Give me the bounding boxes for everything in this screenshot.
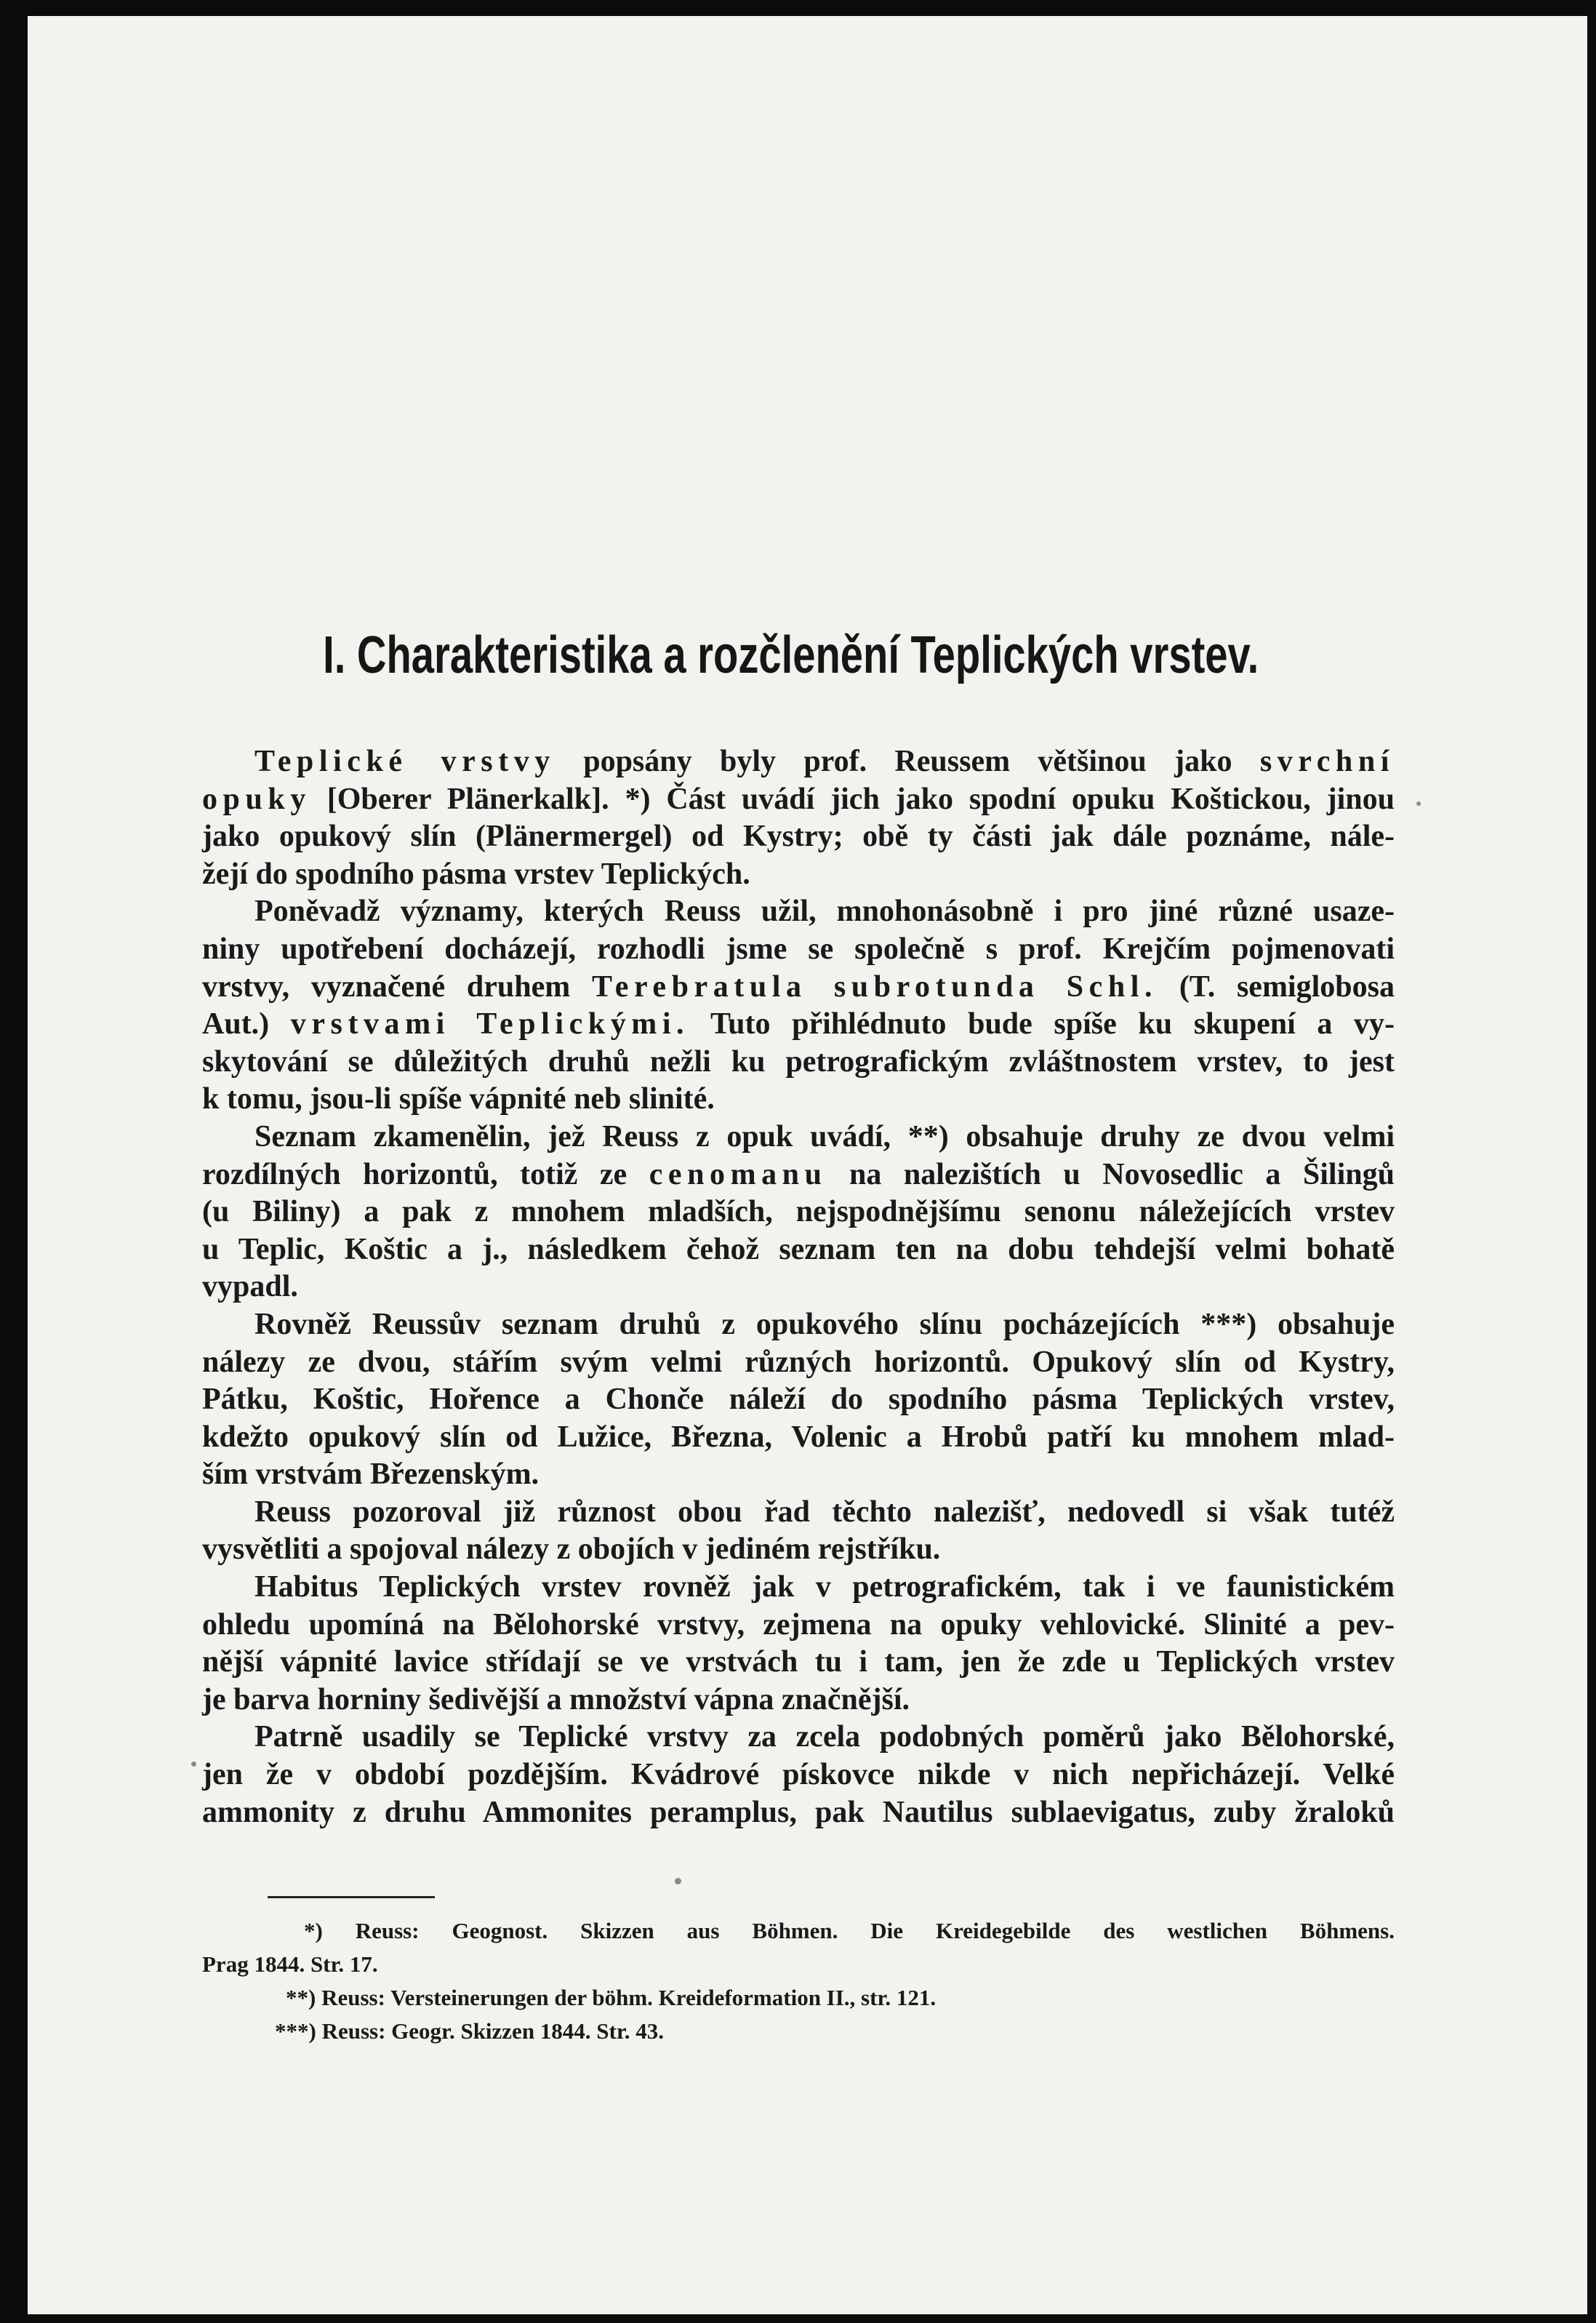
text-line: Pátku, Koštic, Hořence a Chonče náleží do spodního pásma Teplických vrstev,: [202, 1383, 1395, 1417]
footnotes: [202, 1914, 1395, 2048]
text-line: niny upotřebení docházejí, rozhodli jsme se společně s prof. Krejčím pojmenovati: [202, 932, 1395, 966]
text-line: (u Biliny) a pak z mnohem mladších, nejspodnějšímu senonu náležejících vrstev: [202, 1195, 1395, 1229]
scan-speck: [191, 1762, 196, 1767]
footnote-continuation: Prag 1844. Str. 17.: [202, 1951, 378, 1977]
text-line: nější vápnité lavice střídají se ve vrstvách tu i tam, jen že zde u Teplických vrstev: [202, 1645, 1395, 1679]
footnote: *) Reuss: Geognost. Skizzen aus Böhmen. Die Kreidegebilde des westlichen Böhmens.: [304, 1918, 1395, 1943]
text-line: nálezy ze dvou, stářím svým velmi různých horizontů. Opukový slín od Kystry,: [202, 1345, 1395, 1379]
text-line: Habitus Teplických vrstev rovněž jak v petrografickém, tak i ve faunistickém: [254, 1570, 1395, 1604]
text-line: skytování se důležitých druhů nežli ku petrografickým zvláštnostem vrstev, to jest: [202, 1044, 1395, 1079]
body-text: [202, 743, 1395, 1831]
chapter-heading: I. Charakteristika a rozčlenění Teplických vrstev.: [323, 626, 1259, 684]
text-line: vrstvy, vyznačené druhem Terebratula subrotunda Schl. (T. semiglobosa: [202, 969, 1395, 1004]
scanned-page: [28, 16, 1587, 2314]
text-line: vypadl.: [202, 1270, 298, 1304]
text-line: jen že v období pozdějším. Kvádrové pískovce nikde v nich nepřicházejí. Velké: [202, 1758, 1395, 1792]
text-line: u Teplic, Koštic a j., následkem čehož seznam ten na dobu tehdejší velmi bohatě: [202, 1232, 1395, 1266]
text-line: Aut.) vrstvami Teplickými. Tuto přihlédnuto bude spíše ku skupení a vy-: [202, 1007, 1395, 1041]
text-line: žejí do spodního pásma vrstev Teplických.: [202, 857, 750, 891]
text-line: jako opukový slín (Plänermergel) od Kystry; obě ty části jak dále poznáme, nále-: [202, 820, 1395, 854]
text-line: Seznam zkamenělin, jež Reuss z opuk uvádí, **) obsahuje druhy ze dvou velmi: [254, 1119, 1395, 1153]
text-line: k tomu, jsou-li spíše vápnité neb slinité.: [202, 1082, 715, 1116]
text-line: je barva horniny šedivější a množství vápna značnější.: [202, 1682, 910, 1716]
text-line: opuky [Oberer Plänerkalk]. *) Část uvádí jich jako spodní opuku Koštickou, jinou: [202, 782, 1395, 816]
scan-speck: [1416, 801, 1421, 806]
text-line: Poněvadž významy, kterých Reuss užil, mnohonásobně i pro jiné různé usaze-: [254, 895, 1395, 929]
footnote-divider: [268, 1896, 435, 1898]
footnote: ***) Reuss: Geogr. Skizzen 1844. Str. 43.: [275, 2018, 665, 2044]
text-line: ammonity z druhu Ammonites peramplus, pak Nautilus sublaevigatus, zuby žraloků: [202, 1795, 1395, 1829]
text-line: ohledu upomíná na Bělohorské vrstvy, zejmena na opuky vehlovické. Slinité a pev-: [202, 1607, 1395, 1642]
text-line: rozdílných horizontů, totiž ze cenomanu na nalezištích u Novosedlic a Šilingů: [202, 1157, 1395, 1191]
text-line: Reuss pozoroval již různost obou řad těchto nalezišť, nedovedl si však tutéž: [254, 1495, 1395, 1529]
text-line: Rovněž Reussův seznam druhů z opukového slínu pocházejících ***) obsahuje: [254, 1307, 1395, 1341]
text-line: vysvětliti a spojoval nálezy z obojích v jediném rejstříku.: [202, 1532, 941, 1567]
text-line: ším vrstvám Březenským.: [202, 1458, 540, 1492]
scan-speck: [675, 1878, 681, 1884]
text-line: Patrně usadily se Teplické vrstvy za zcela podobných poměrů jako Bělohorské,: [254, 1720, 1395, 1754]
text-line: kdežto opukový slín od Lužice, Března, Volenic a Hrobů patří ku mnohem mlad-: [202, 1420, 1395, 1454]
footnote: **) Reuss: Versteinerungen der böhm. Kreideformation II., str. 121.: [286, 1985, 937, 2010]
text-line: Teplické vrstvy popsány byly prof. Reussem většinou jako svrchní: [254, 745, 1395, 778]
